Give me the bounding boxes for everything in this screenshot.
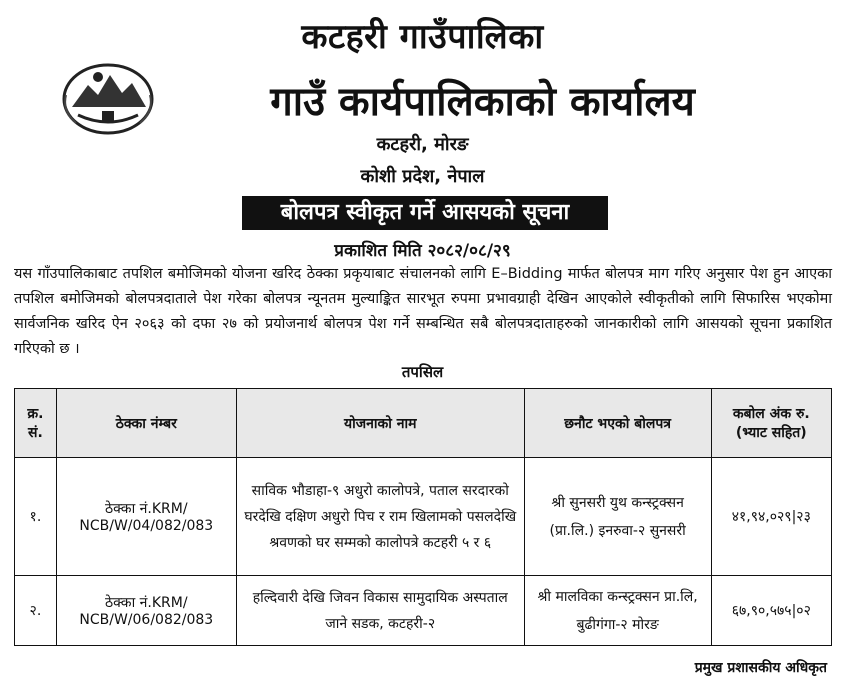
published-date: प्रकाशित मिति २०८२/०८/२९ (334, 241, 511, 261)
row-sn: २. (15, 576, 57, 646)
row-amount: ६७,९०,५७५|०२ (711, 576, 831, 646)
header-amount: कबोल अंक रु. (भ्याट सहित) (711, 389, 831, 458)
table-row (15, 458, 832, 576)
table-row (15, 576, 832, 646)
location-text: कटहरी, मोरङ (376, 134, 469, 155)
notice-title: बोलपत्र स्वीकृत गर्ने आसयको सूचना (242, 196, 608, 230)
table-header-row (15, 389, 832, 458)
row-bidder: श्री मालविका कन्स्ट्रक्सन प्रा.लि, बुढीगंगा-२ मोरङ (524, 576, 711, 646)
section-label: तपसिल (401, 363, 444, 381)
row-contract-no: ठेक्का नं.KRM/ NCB/W/04/082/083 (56, 458, 236, 576)
bids-table (14, 388, 832, 646)
header-contract-no: ठेक्का नंम्बर (56, 389, 236, 458)
row-scheme: हल्दिवारी देखि जिवन विकास सामुदायिक अस्पताल जाने सडक, कटहरी-२ (236, 576, 524, 646)
signature-text: प्रमुख प्रशासकीय अधिकृत (694, 660, 827, 676)
notice-header (0, 0, 845, 270)
header-scheme: योजनाको नाम (236, 389, 524, 458)
row-sn: १. (15, 458, 57, 576)
header-sn: क्र. सं. (15, 389, 57, 458)
row-amount: ४१,९४,०२९|२३ (711, 458, 831, 576)
office-title: गाउँ कार्यपालिकाको कार्यालय (270, 79, 695, 125)
notice-body: यस गाँउपालिकाबाट तपशिल बमोजिमको योजना खरिद ठेक्का प्रकृयाबाट संचालनको लागि E–Bidding मार्फत बोलपत्र माग गरिए अनुसार पेश हुन आएका तपशिल बमोजिमको बोलपत्रदाताले पेश गरेका बोलपत्र न्यूनतम मुल्याङ्कित सारभूत रुपमा प्रभावग्राही देखिन आएकोले स्वीकृतीको लागि सिफारिस भएकोमा सार्वजनिक खरिद ऐन २०६३ को दफा २७ को प्रयोजनार्थ बोलपत्र पेश गर्ने सम्बन्धित सबै बोलपत्रदाताहरुको जानकारीको लागि आसयको सूचना प्रकाशित गरिएको छ । (14, 266, 832, 357)
row-scheme: साविक भौडाहा-९ अधुरो कालोपत्रे, पताल सरदारको घरदेखि दक्षिण अधुरो पिच र राम खिलामको पसलदेखि श्रवणको घर सम्मको कालोपत्रे कटहरी ५ र ६ (236, 458, 524, 576)
row-bidder: श्री सुनसरी युथ कन्स्ट्रक्सन (प्रा.लि.) इनरुवा-२ सुनसरी (524, 458, 711, 576)
province-text: कोशी प्रदेश, नेपाल (360, 166, 485, 187)
municipality-title: कटहरी गाउँपालिका (301, 17, 544, 57)
row-contract-no: ठेक्का नं.KRM/ NCB/W/06/082/083 (56, 576, 236, 646)
header-bidder: छनौट भएको बोलपत्र (524, 389, 711, 458)
